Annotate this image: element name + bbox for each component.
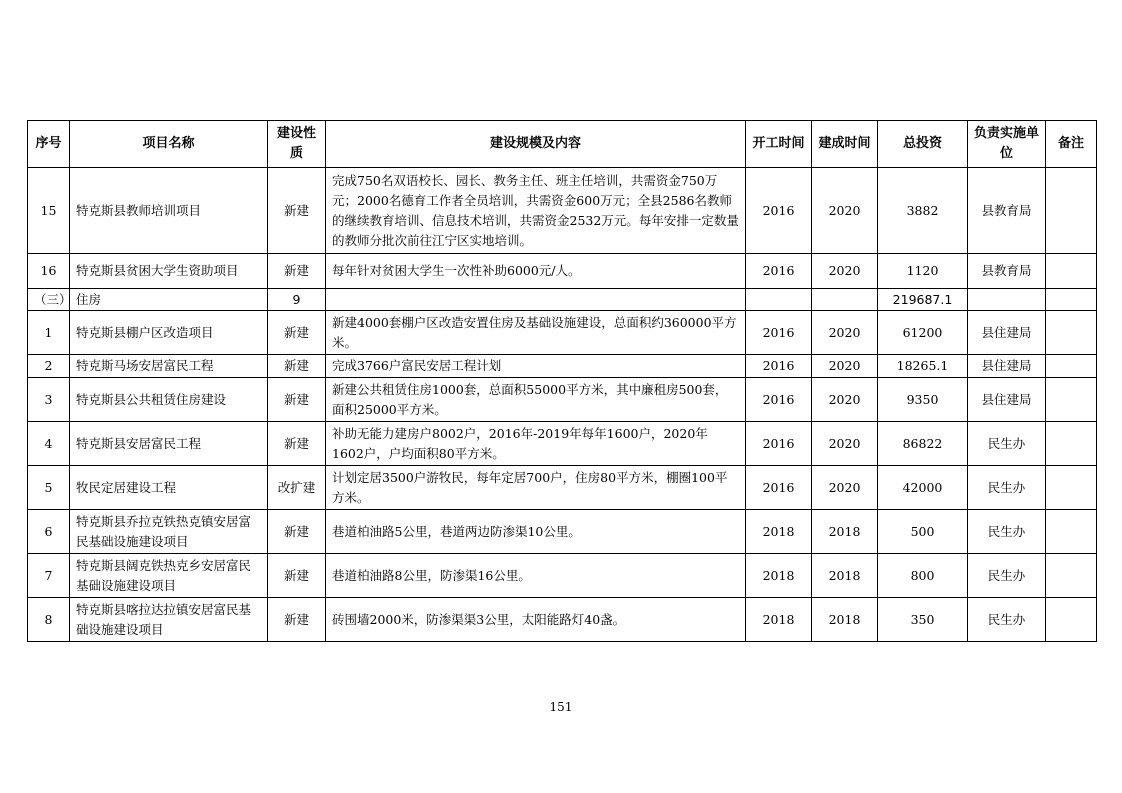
cell-invest: 18265.1 (878, 355, 968, 378)
cell-start: 2016 (746, 168, 812, 254)
cell-invest: 42000 (878, 466, 968, 510)
cell-end: 2018 (812, 598, 878, 642)
cell-nature: 新建 (268, 510, 326, 554)
header-name: 项目名称 (70, 121, 268, 168)
cell-no: 16 (28, 254, 70, 289)
cell-end: 2020 (812, 254, 878, 289)
category-invest: 219687.1 (878, 289, 968, 311)
cell-unit: 民生办 (968, 510, 1046, 554)
category-note (1046, 289, 1097, 311)
cell-no: 1 (28, 311, 70, 355)
cell-content: 计划定居3500户游牧民，每年定居700户，住房80平方米，棚圈100平方米。 (326, 466, 746, 510)
table-row (28, 311, 1097, 355)
cell-unit: 民生办 (968, 466, 1046, 510)
cell-content: 砖围墙2000米，防渗渠渠3公里，太阳能路灯40盏。 (326, 598, 746, 642)
cell-nature: 新建 (268, 311, 326, 355)
cell-no: 2 (28, 355, 70, 378)
table-row (28, 466, 1097, 510)
cell-note (1046, 311, 1097, 355)
cell-nature: 新建 (268, 378, 326, 422)
cell-invest: 86822 (878, 422, 968, 466)
cell-note (1046, 168, 1097, 254)
cell-unit: 县住建局 (968, 311, 1046, 355)
cell-nature: 新建 (268, 422, 326, 466)
cell-note (1046, 554, 1097, 598)
cell-name: 特克斯县安居富民工程 (70, 422, 268, 466)
cell-name: 特克斯县喀拉达拉镇安居富民基础设施建设项目 (70, 598, 268, 642)
cell-no: 5 (28, 466, 70, 510)
category-row (28, 289, 1097, 311)
cell-start: 2018 (746, 554, 812, 598)
header-unit: 负责实施单位 (968, 121, 1046, 168)
cell-end: 2020 (812, 355, 878, 378)
header-note: 备注 (1046, 121, 1097, 168)
cell-invest: 500 (878, 510, 968, 554)
cell-start: 2018 (746, 598, 812, 642)
cell-name: 牧民定居建设工程 (70, 466, 268, 510)
cell-note (1046, 355, 1097, 378)
cell-no: 3 (28, 378, 70, 422)
cell-nature: 改扩建 (268, 466, 326, 510)
cell-nature: 新建 (268, 355, 326, 378)
cell-content: 新建4000套棚户区改造安置住房及基础设施建设，总面积约360000平方米。 (326, 311, 746, 355)
cell-content: 完成3766户富民安居工程计划 (326, 355, 746, 378)
category-content (326, 289, 746, 311)
cell-content: 巷道柏油路8公里，防渗渠16公里。 (326, 554, 746, 598)
category-unit (968, 289, 1046, 311)
header-no: 序号 (28, 121, 70, 168)
cell-content: 巷道柏油路5公里，巷道两边防渗渠10公里。 (326, 510, 746, 554)
cell-nature: 新建 (268, 168, 326, 254)
cell-invest: 61200 (878, 311, 968, 355)
cell-unit: 民生办 (968, 554, 1046, 598)
cell-note (1046, 598, 1097, 642)
cell-no: 15 (28, 168, 70, 254)
table-row (28, 378, 1097, 422)
category-count: 9 (268, 289, 326, 311)
cell-end: 2018 (812, 510, 878, 554)
cell-unit: 县教育局 (968, 254, 1046, 289)
project-table (27, 120, 1097, 642)
cell-content: 补助无能力建房户8002户，2016年-2019年每年1600户，2020年1602户，户均面积80平方米。 (326, 422, 746, 466)
cell-end: 2020 (812, 466, 878, 510)
table-row (28, 510, 1097, 554)
cell-nature: 新建 (268, 554, 326, 598)
cell-invest: 9350 (878, 378, 968, 422)
table-row (28, 554, 1097, 598)
cell-nature: 新建 (268, 598, 326, 642)
cell-no: 4 (28, 422, 70, 466)
cell-unit: 县住建局 (968, 355, 1046, 378)
category-start (746, 289, 812, 311)
cell-end: 2020 (812, 422, 878, 466)
header-content: 建设规模及内容 (326, 121, 746, 168)
cell-note (1046, 422, 1097, 466)
cell-note (1046, 510, 1097, 554)
category-end (812, 289, 878, 311)
cell-start: 2018 (746, 510, 812, 554)
table-row (28, 355, 1097, 378)
cell-name: 特克斯县乔拉克铁热克镇安居富民基础设施建设项目 (70, 510, 268, 554)
cell-invest: 1120 (878, 254, 968, 289)
header-nature: 建设性质 (268, 121, 326, 168)
cell-content: 每年针对贫困大学生一次性补助6000元/人。 (326, 254, 746, 289)
cell-no: 7 (28, 554, 70, 598)
category-no: （三） (28, 289, 70, 311)
table-row (28, 254, 1097, 289)
cell-name: 特克斯县教师培训项目 (70, 168, 268, 254)
cell-end: 2020 (812, 311, 878, 355)
cell-start: 2016 (746, 254, 812, 289)
cell-unit: 县教育局 (968, 168, 1046, 254)
cell-name: 特克斯县公共租赁住房建设 (70, 378, 268, 422)
cell-start: 2016 (746, 422, 812, 466)
cell-unit: 县住建局 (968, 378, 1046, 422)
cell-content: 新建公共租赁住房1000套，总面积55000平方米，其中廉租房500套，面积25000平方米。 (326, 378, 746, 422)
cell-end: 2020 (812, 168, 878, 254)
header-invest: 总投资 (878, 121, 968, 168)
cell-name: 特克斯县阔克铁热克乡安居富民基础设施建设项目 (70, 554, 268, 598)
cell-invest: 800 (878, 554, 968, 598)
page-number: 151 (549, 700, 573, 714)
cell-end: 2020 (812, 378, 878, 422)
header-row (28, 121, 1097, 168)
cell-note (1046, 254, 1097, 289)
header-start: 开工时间 (746, 121, 812, 168)
cell-start: 2016 (746, 355, 812, 378)
cell-nature: 新建 (268, 254, 326, 289)
cell-unit: 民生办 (968, 598, 1046, 642)
category-name: 住房 (70, 289, 268, 311)
cell-start: 2016 (746, 311, 812, 355)
cell-unit: 民生办 (968, 422, 1046, 466)
cell-invest: 3882 (878, 168, 968, 254)
table-row (28, 168, 1097, 254)
cell-end: 2018 (812, 554, 878, 598)
header-end: 建成时间 (812, 121, 878, 168)
cell-invest: 350 (878, 598, 968, 642)
table-row (28, 422, 1097, 466)
cell-name: 特克斯马场安居富民工程 (70, 355, 268, 378)
table-row (28, 598, 1097, 642)
cell-no: 8 (28, 598, 70, 642)
cell-start: 2016 (746, 378, 812, 422)
cell-start: 2016 (746, 466, 812, 510)
cell-note (1046, 378, 1097, 422)
cell-name: 特克斯县贫困大学生资助项目 (70, 254, 268, 289)
cell-note (1046, 466, 1097, 510)
cell-name: 特克斯县棚户区改造项目 (70, 311, 268, 355)
cell-content: 完成750名双语校长、园长、教务主任、班主任培训，共需资金750万元；2000名德育工作者全员培训，共需资金600万元；全县2586名教师的继续教育培训、信息技术培训，共需资金2532万元。每年安排一定数量的教师分批次前往江宁区实地培训。 (326, 168, 746, 254)
cell-no: 6 (28, 510, 70, 554)
